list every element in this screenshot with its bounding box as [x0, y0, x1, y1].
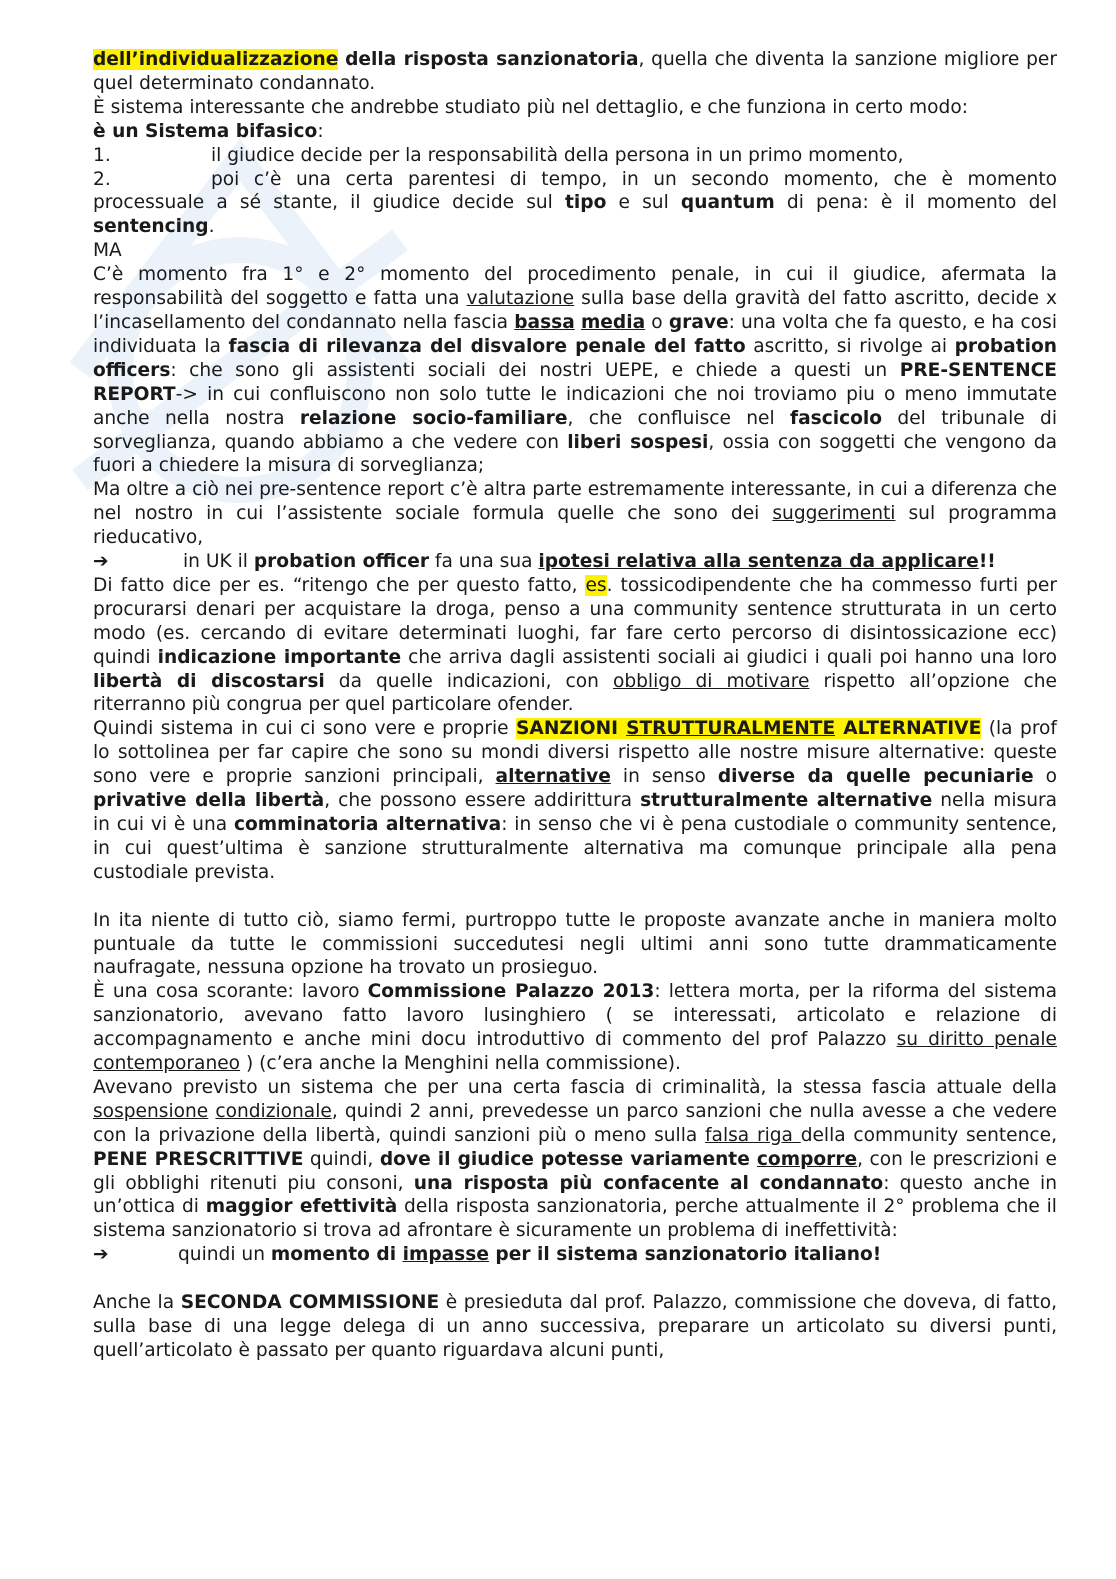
text: : questo anche in un’ottica di: [93, 1172, 1058, 1218]
bold-phrase: libertà di discostarsi: [93, 670, 325, 692]
paragraph-7: In ita niente di tutto ciò, siamo fermi, purtroppo tutte le proposte avanzate anche in maniera molto puntuale da tutte le commissioni succedutesi negli ultimi anni sono tutte drammaticamente naufragate, nessuna opzione ha trovato un prosieguo.: [93, 909, 1057, 979]
text: del tribunale di sorveglianza, quando abbiamo a che vedere con: [93, 407, 1057, 453]
text: sulla base della gravità del fatto ascritto, decide x l’incasellamento del condannato nella fascia: [93, 288, 1057, 333]
bold-phrase: momento di: [270, 1244, 403, 1266]
text: È una cosa scorante: lavoro: [93, 981, 368, 1003]
paragraph-10: [93, 1291, 1057, 1363]
text: o: [1033, 766, 1057, 788]
bold-phrase: diverse da quelle pecuniarie: [717, 766, 1034, 788]
underlined-term: condizionale: [215, 1100, 332, 1122]
underlined-term: sospensione: [93, 1100, 209, 1122]
text: ) (c’era anche la Menghini nella commissione).: [240, 1053, 681, 1075]
text: : una volta che fa questo, e ha cosi individuata la: [93, 311, 1058, 357]
text: . tossicodipendente che ha commesso furti per procurarsi denari per acquistare la droga, penso a una community sentence strutturata in un certo modo (es. cercando di evitare determinati luoghi, far fare certo percorso di disintossicazione ecc) quindi: [93, 574, 1057, 668]
text: in UK il: [183, 551, 254, 573]
paragraph-ma: MA: [93, 240, 122, 262]
bold-phrase: probation officers: [93, 335, 1057, 381]
bold-phrase: grave: [668, 311, 729, 333]
bold-phrase: SECONDA COMMISSIONE: [180, 1292, 440, 1314]
bold-phrase: liberi sospesi: [567, 431, 709, 453]
text: (la prof lo sottolinea per far capire che sono su mondi diversi rispetto alle nostre misure alternative: queste sono vere e proprie sanzioni principali,: [93, 718, 1057, 788]
list-number: 2.: [93, 168, 111, 190]
bold-phrase: PENE PRESCRITTIVE: [93, 1148, 304, 1170]
underlined-term: valutazione: [466, 288, 575, 310]
text: .: [208, 216, 215, 238]
bold-phrase: della risposta sanzionatoria: [345, 49, 639, 70]
text: è presieduta dal prof. Palazzo, commissione che doveva, di fatto, sulla base di una legge delega di un anno successiva, preparare un articolato su diversi punti, quell’articolato è passato per quanto riguardava alcuni punti,: [93, 1292, 1058, 1361]
highlighted-term: es: [585, 574, 607, 596]
bold-phrase: maggior efettività: [205, 1196, 398, 1218]
paragraph-6: [93, 717, 1057, 884]
bold-phrase: sentencing: [93, 216, 209, 238]
arrow-item-1: [93, 550, 1057, 574]
highlighted-term: SANZIONI: [516, 718, 627, 740]
document-body: [93, 48, 1057, 1363]
text: : in senso che vi è pena custodiale o community sentence, in cui quest’ultima è sanzione strutturalmente alternativa ma comunque principale alla pena custodiale prevista.: [93, 814, 1058, 883]
paragraph-1: [93, 48, 1057, 96]
bold-phrase: per il sistema sanzionatorio italiano!: [488, 1244, 882, 1266]
text: Quindi sistema in cui ci sono vere e proprie: [93, 718, 517, 740]
text: nella misura in cui vi è una: [93, 790, 1058, 835]
text: da quelle indicazioni, con: [324, 670, 613, 692]
text: Di fatto dice per es. “ritengo che per questo fatto,: [93, 574, 586, 596]
arrow-item-2: [93, 1243, 1057, 1267]
paragraph-3: [93, 263, 1057, 478]
text: C’è momento fra 1° e 2° momento del procedimento penale, in cui il giudice, afermata la responsabilità del soggetto e fatta una: [93, 264, 1057, 310]
bold-phrase: !!: [978, 551, 996, 573]
arrow-icon: ➔: [93, 551, 109, 573]
underlined-term: obbligo di motivare: [612, 670, 810, 692]
bold-phrase: indicazione importante: [157, 646, 402, 668]
text: : che sono gli assistenti sociali dei nostri UEPE, e chiede a questi un: [170, 359, 900, 381]
underlined-bold-term: alternative: [495, 766, 611, 788]
text: rispetto all’opzione che riterranno più congrua per quel particolare ofender.: [93, 670, 1058, 716]
underlined-bold-term: ipotesi relativa alla sentenza da applicare: [538, 551, 979, 573]
bold-phrase: fascia di rilevanza del disvalore penale del fatto: [228, 335, 746, 357]
paragraph-8: [93, 980, 1057, 1076]
underlined-bold-term: media: [580, 311, 646, 333]
text: fa una sua: [429, 551, 539, 573]
text: che arriva dagli assistenti sociali ai giudici i quali poi hanno una loro: [401, 646, 1058, 668]
text: : lettera morta, per la riforma del sistema sanzionatorio, avevano fatto lavoro lusinghiero ( se interessati, articolato e relazione di accompagnamento e anche mini docu introduttivo di commento del prof Palazzo: [93, 981, 1057, 1051]
text: -> in cui confluiscono non solo tutte le indicazioni che noi troviamo piu o meno immutate anche nella nostra: [93, 383, 1057, 429]
text: ascritto, si rivolge ai: [745, 335, 955, 357]
text: di pena: è il momento del: [774, 192, 1057, 214]
highlighted-term: STRUTTURALMENTE: [626, 718, 836, 740]
bold-phrase: probation officer: [253, 551, 429, 573]
bold-phrase: relazione socio-familiare: [299, 407, 568, 429]
text: della community sentence,: [800, 1124, 1057, 1146]
underlined-term: falsa riga: [705, 1124, 801, 1146]
arrow-icon: ➔: [93, 1244, 109, 1266]
list-text: il giudice decide per la responsabilità della persona in un primo momento,: [211, 144, 904, 166]
underlined-bold-term: bassa: [514, 311, 575, 333]
blank-line: [93, 1267, 1057, 1291]
text: Avevano previsto un sistema che per una certa fascia di criminalità, la stessa fascia attuale della: [93, 1076, 1057, 1098]
underlined-bold-term: comporre: [756, 1148, 858, 1170]
bold-phrase: dove il giudice potesse variamente: [379, 1148, 757, 1170]
bold-phrase: tipo: [565, 192, 607, 214]
text: , quindi 2 anni, prevedesse un parco sanzioni che nulla avesse a che vedere con la privazione della libertà, quindi sanzioni più o meno sulla: [93, 1100, 1057, 1146]
text: :: [317, 120, 324, 142]
text: poi c’è una certa parentesi di tempo, in un secondo momento, che è momento processuale a sé stante, il giudice decide sul: [93, 168, 1057, 214]
text: Anche la: [93, 1292, 181, 1314]
highlighted-term: dell’individualizzazione: [93, 49, 339, 70]
bold-phrase: strutturalmente alternative: [640, 790, 933, 812]
text: sul programma rieducativo,: [93, 503, 1057, 549]
list-number: 1.: [93, 144, 111, 166]
bold-phrase: è un Sistema bifasico: [93, 120, 318, 142]
text: , quella che diventa la sanzione migliore per quel determinato condannato.: [93, 49, 1058, 94]
text: o: [645, 311, 669, 333]
bold-phrase: privative della libertà: [93, 790, 325, 812]
bold-phrase: una risposta più confacente al condannato: [413, 1172, 884, 1194]
text: Ma oltre a ciò nei pre-sentence report c’è altra parte estremamente interessante, in cui a diferenza che nel nostro in cui l’assistente sociale formula quelle che sono dei: [93, 479, 1057, 525]
text: della risposta sanzionatoria, perche attualmente il 2° problema che il sistema sanzionatorio si trova ad afrontare è sicuramente un problema di ineffettività:: [93, 1196, 1057, 1242]
bold-phrase: comminatoria alternativa: [234, 814, 502, 835]
text: quindi un: [178, 1244, 271, 1266]
underlined-term: su diritto penale contemporaneo: [93, 1029, 1057, 1075]
paragraph-5: [93, 574, 1057, 717]
list-item-1: [93, 144, 1057, 168]
text: , ossia con soggetti che vengono da fuori a chiedere la misura di sorveglianza;: [93, 431, 1057, 477]
list-item-2: [93, 168, 1057, 240]
blank-line: [93, 885, 1057, 909]
text: in senso: [610, 766, 718, 788]
paragraph-4: [93, 478, 1057, 550]
heading-sistema-bifasico: [93, 120, 1057, 144]
bold-phrase: fascicolo: [790, 407, 883, 429]
text: , che possono essere addirittura: [324, 790, 641, 812]
paragraph-9: [93, 1076, 1057, 1243]
underlined-term: suggerimenti: [772, 503, 896, 525]
underlined-bold-term: impasse: [402, 1244, 489, 1266]
highlighted-term: ALTERNATIVE: [835, 718, 982, 740]
bold-phrase: quantum: [680, 192, 775, 214]
paragraph-2: È sistema interessante che andrebbe studiato più nel dettaglio, e che funziona in certo modo:: [93, 96, 968, 118]
text: , con le prescrizioni e gli obblighi ritenuti piu consoni,: [93, 1148, 1057, 1194]
bold-phrase: Commissione Palazzo 2013: [367, 981, 655, 1003]
text: e sul: [606, 192, 681, 214]
text: quindi,: [303, 1148, 380, 1170]
text: , che confluisce nel: [567, 407, 791, 429]
bold-phrase: PRE-SENTENCE REPORT: [93, 359, 1057, 405]
